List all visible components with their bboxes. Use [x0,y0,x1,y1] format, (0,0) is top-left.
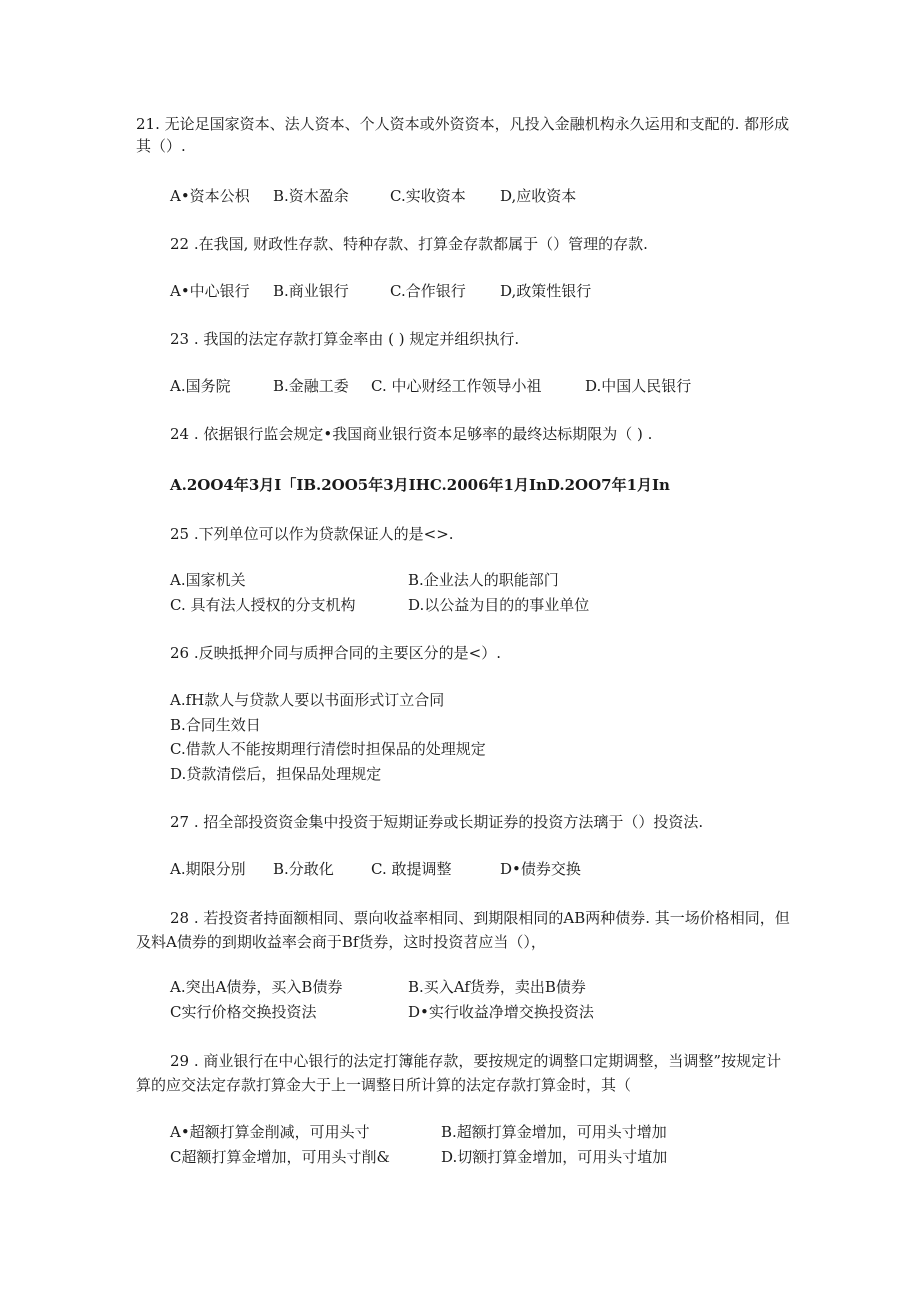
option-a: A.期限分別 [170,860,246,878]
option-c: C. 具有法人授权的分支机构 [170,596,356,614]
option-c: C. 敢提调整 [371,860,452,878]
question-27-stem: 27 . 招全部投资资金集中投资于短期证券或长期证券的投资方法璃于（）投资法. [170,813,704,831]
option-a: A•中心银行 [170,282,250,300]
option-d: D.贷款清偿后，担保品处理规定 [170,765,382,783]
option-a: A.fH款人与贷款人要以书面形式订立合同 [170,691,445,709]
option-d: D,政策性银行 [500,282,592,300]
question-29-stem: 29 . 商业银行在中心银行的法定打簿能存款，要按规定的调整口定期调整，当调整”按规定计算的应交法定存款打算金大于上一调整日所计算的法定存款打算金时，其（ [136,1052,782,1094]
question-28-stem: 28 . 若投资者持面额相同、票向收益率相同、到期限相同的AB两种债券. 其一场价格相同，但及料A债券的到期收益率会商于Bf货券，这时投资苕应当（）， [136,909,790,951]
option-c: C实行价格交换投资法 [170,1003,317,1021]
question-24-options: A.2OO4年3月I「IB.2OO5年3月IHC.2006年1月InD.2OO7年1月In [170,476,670,494]
option-c: C超额打算金增加，可用头寸削& [170,1148,390,1166]
option-d: D.以公益为目的的事业单位 [408,596,590,614]
option-c: C.借款人不能按期理行清偿时担保品的处理规定 [170,740,486,758]
option-b: B.分敢化 [273,860,334,878]
option-b: B.超额打算金增加，可用头寸增加 [441,1123,667,1141]
option-b: B.企业法人的职能部门 [408,571,559,589]
option-d: D.切额打算金增加，可用头寸埴加 [441,1148,668,1166]
option-d: D•债券交换 [500,860,581,878]
option-c: C.合作银行 [390,282,466,300]
option-a: A.突出A债券，买入B债券 [170,978,343,996]
option-a: A•超额打算金削减，可用头寸 [170,1123,370,1141]
option-d: D•实行收益净增交换投资法 [408,1003,594,1021]
option-d: D,应收资本 [500,187,577,205]
question-25-stem: 25 .下列单位可以作为贷款保证人的是<>. [170,525,454,543]
option-b: B.资木盈余 [273,187,349,205]
question-22-stem: 22 .在我国, 财政性存款、特种存款、打算金存款都属于（）管理的存款. [170,235,648,253]
option-c: C. 中心财经工作领导小祖 [371,377,542,395]
option-b: B.金融工委 [273,377,349,395]
question-24-stem: 24 . 依据银行监会规定•我国商业银行资本足够率的最终达标期限为（ ) . [170,425,653,443]
question-26-stem: 26 .反映抵押介同与质押合同的主要区分的是<）. [170,644,501,662]
option-b: B.买入Af货券，卖出B债券 [408,978,586,996]
question-23-stem: 23 . 我国的法定存款打算金率由 ( ) 规定并组织执行. [170,330,520,348]
option-a: A.国家机关 [170,571,246,589]
option-c: C.实收资本 [390,187,466,205]
option-a: A•资本公枳 [170,187,250,205]
option-b: B.合同生效日 [170,716,261,734]
question-21-stem: 21. 无论足国家资本、法人资本、个人资本或外资资本，凡投入金融机构永久运用和支配的. 都形成其（）. [136,115,790,155]
option-a: A.国务院 [170,377,231,395]
option-b: B.商业银行 [273,282,349,300]
option-d: D.中国人民银行 [585,377,692,395]
